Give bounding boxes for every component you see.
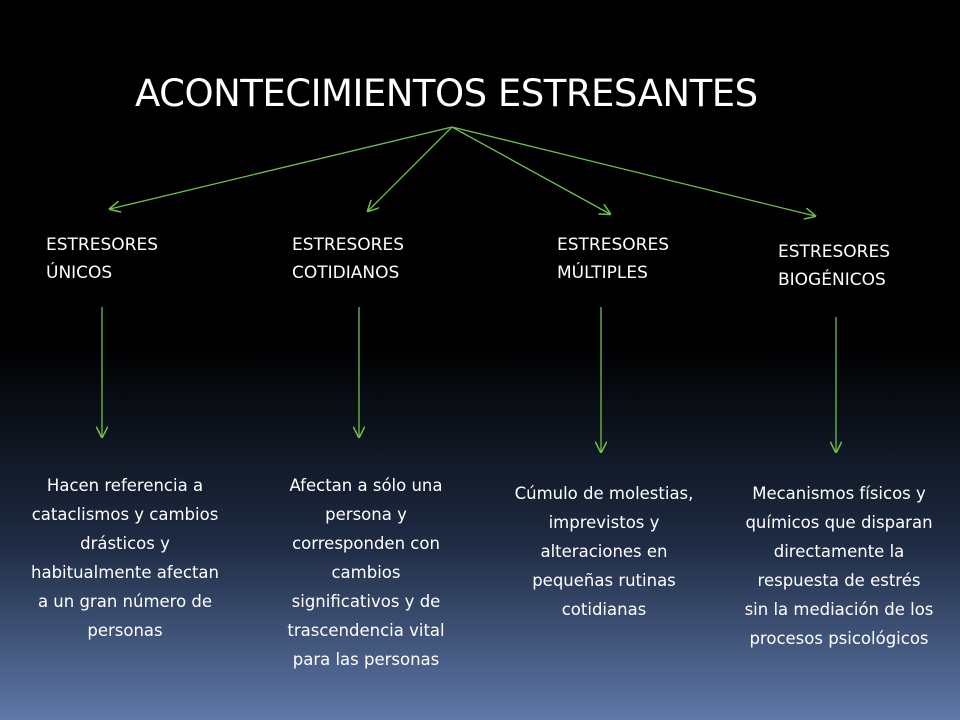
description-line: procesos psicológicos (749, 629, 929, 648)
arrow-to-biogenicos (452, 127, 815, 216)
description-cotidianos (250, 471, 482, 674)
category-label-line1: ESTRESORES (292, 235, 404, 255)
category-label-line2: COTIDIANOS (292, 263, 400, 283)
description-line: alteraciones en (540, 542, 668, 561)
description-line: para las personas (292, 650, 440, 669)
description-line: directamente la (773, 542, 905, 561)
description-line: corresponden con (292, 534, 440, 553)
category-label-line2: ÚNICOS (46, 263, 113, 283)
description-line: a un gran número de (37, 592, 213, 611)
description-line: sin la mediación de los (744, 600, 934, 619)
arrow-to-cotidianos (368, 127, 452, 211)
description-line: cotidianas (561, 600, 647, 619)
category-multiples (557, 231, 669, 287)
description-biogenicos (720, 479, 958, 653)
description-unicos (2, 471, 248, 645)
description-line: significativos y de (291, 592, 441, 611)
description-line: Mecanismos físicos y (752, 484, 926, 503)
description-line: químicos que disparan (745, 513, 933, 532)
description-line: personas (87, 621, 163, 640)
diagram-title: ACONTECIMIENTOS ESTRESANTES (135, 72, 758, 115)
arrow-to-multiples (452, 127, 610, 214)
category-label-line1: ESTRESORES (778, 242, 890, 262)
description-line: imprevistos y (548, 513, 660, 532)
category-unicos (46, 231, 158, 287)
description-line: persona y (325, 505, 407, 524)
description-line: cambios (331, 563, 401, 582)
description-line: Cúmulo de molestias, (514, 484, 694, 503)
category-label-line2: BIOGÉNICOS (778, 270, 886, 290)
description-line: respuesta de estrés (757, 571, 921, 590)
description-line: drásticos y (80, 534, 170, 553)
description-line: Afectan a sólo una (289, 476, 443, 495)
category-label-line1: ESTRESORES (557, 235, 669, 255)
category-label-line2: MÚLTIPLES (557, 263, 648, 283)
description-multiples (487, 479, 721, 624)
description-line: pequeñas rutinas (532, 571, 676, 590)
description-line: habitualmente afectan (31, 563, 219, 582)
arrow-to-unicos (110, 127, 452, 209)
category-label-line1: ESTRESORES (46, 235, 158, 255)
description-line: trascendencia vital (287, 621, 445, 640)
description-line: cataclismos y cambios (31, 505, 219, 524)
category-cotidianos (292, 231, 404, 287)
category-biogenicos (778, 238, 890, 294)
description-line: Hacen referencia a (46, 476, 204, 495)
